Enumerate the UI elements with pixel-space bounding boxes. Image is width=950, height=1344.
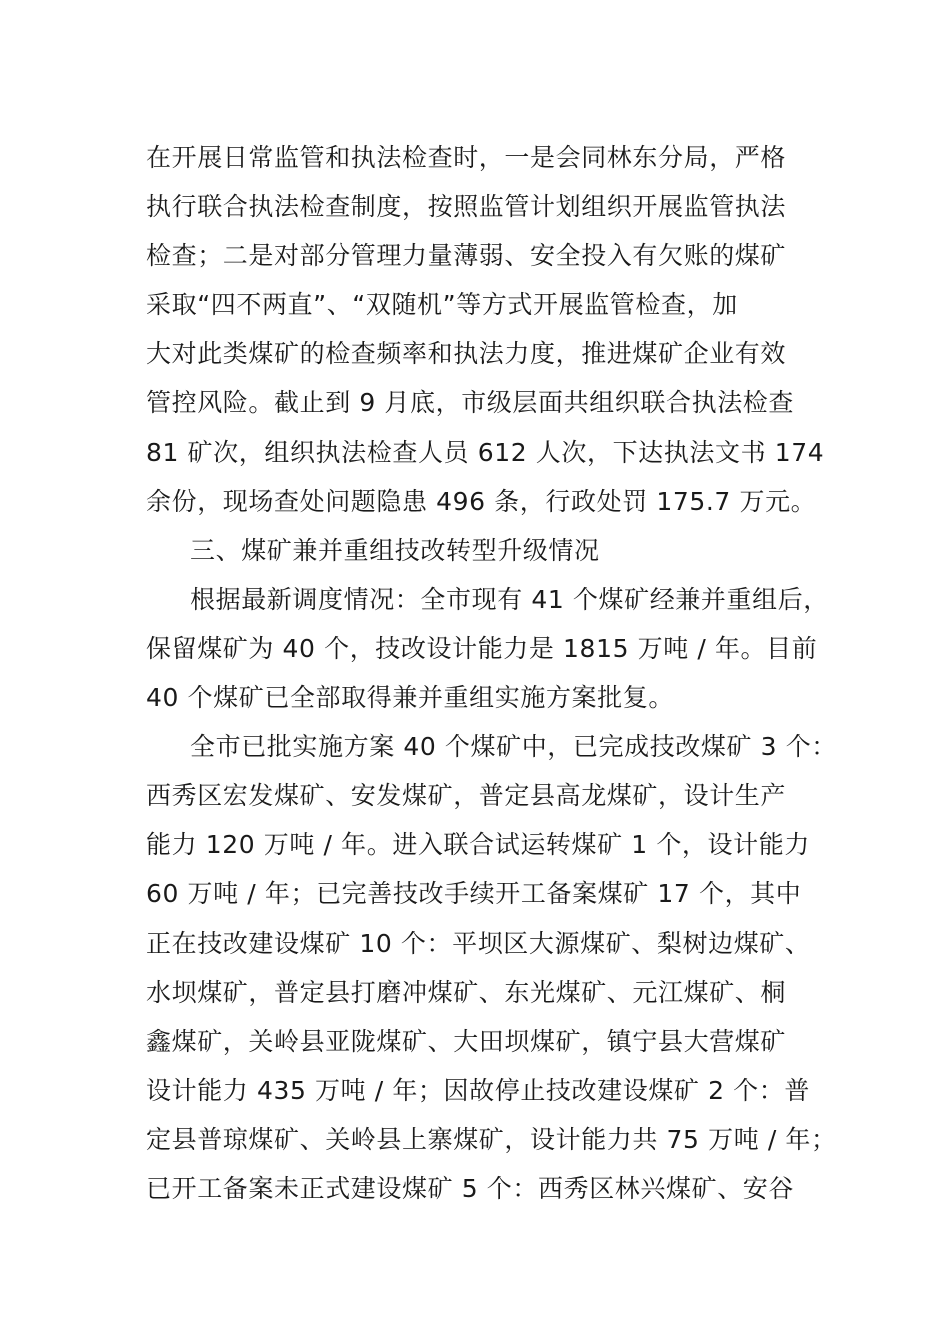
body-line: 检查；二是对部分管理力量薄弱、安全投入有欠账的煤矿 xyxy=(146,241,787,271)
body-line: 正在技改建设煤矿 10 个：平坝区大源煤矿、梨树边煤矿、 xyxy=(146,928,811,958)
body-line: 采取“四不两直”、“双随机”等方式开展监管检查，加 xyxy=(146,290,738,320)
body-line: 能力 120 万吨 / 年。进入联合试运转煤矿 1 个，设计能力 xyxy=(146,830,810,860)
body-line: 保留煤矿为 40 个，技改设计能力是 1815 万吨 / 年。目前 xyxy=(146,633,818,663)
paragraph-start-line: 全市已批实施方案 40 个煤矿中，已完成技改煤矿 3 个： xyxy=(190,732,837,762)
body-line: 40 个煤矿已全部取得兼并重组实施方案批复。 xyxy=(146,683,674,713)
body-line: 定县普琼煤矿、关岭县上寨煤矿，设计能力共 75 万吨 / 年； xyxy=(146,1124,837,1154)
body-line: 管控风险。截止到 9 月底，市级层面共组织联合执法检查 xyxy=(146,388,795,418)
body-line: 已开工备案未正式建设煤矿 5 个：西秀区林兴煤矿、安谷 xyxy=(146,1173,795,1203)
body-line: 水坝煤矿，普定县打磨冲煤矿、东光煤矿、元江煤矿、桐 xyxy=(146,977,787,1007)
body-line: 大对此类煤矿的检查频率和执法力度，推进煤矿企业有效 xyxy=(146,339,787,369)
body-line: 西秀区宏发煤矿、安发煤矿，普定县高龙煤矿，设计生产 xyxy=(146,781,787,811)
body-line: 60 万吨 / 年；已完善技改手续开工备案煤矿 17 个，其中 xyxy=(146,879,802,909)
document-body xyxy=(146,133,837,1213)
paragraph-start-line: 根据最新调度情况：全市现有 41 个煤矿经兼并重组后， xyxy=(190,584,829,614)
body-line: 81 矿次，组织执法检查人员 612 人次，下达执法文书 174 xyxy=(146,437,825,467)
body-line: 执行联合执法检查制度，按照监管计划组织开展监管执法 xyxy=(146,192,787,222)
body-line: 设计能力 435 万吨 / 年；因故停止技改建设煤矿 2 个：普 xyxy=(146,1075,810,1105)
body-line: 鑫煤矿，关岭县亚陇煤矿、大田坝煤矿，镇宁县大营煤矿 xyxy=(146,1026,787,1056)
body-line: 余份，现场查处问题隐患 496 条，行政处罚 175.7 万元。 xyxy=(146,486,817,516)
body-line: 在开展日常监管和执法检查时，一是会同林东分局，严格 xyxy=(146,143,787,172)
section-heading: 三、煤矿兼并重组技改转型升级情况 xyxy=(190,535,600,565)
